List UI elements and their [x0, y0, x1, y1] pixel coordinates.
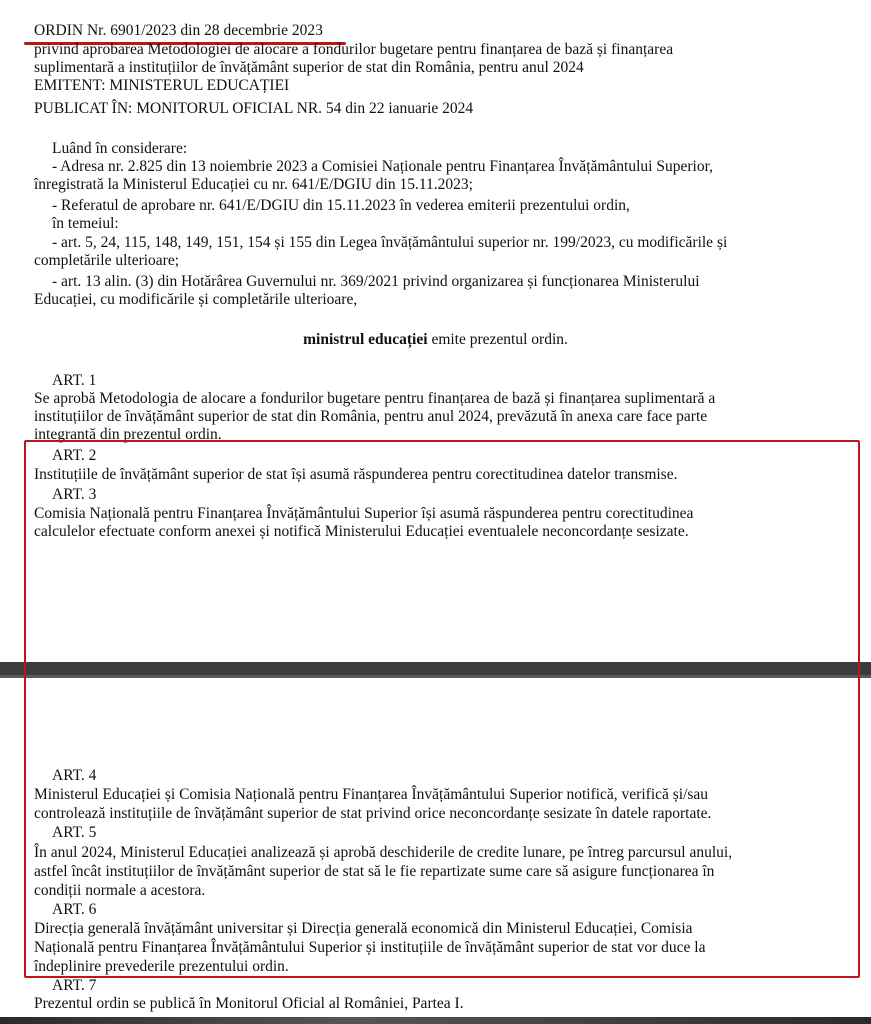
- art1-line-1: Se aprobă Metodologia de alocare a fondurilor bugetare pentru finanțarea de bază și finanțarea suplimentară a: [34, 390, 716, 407]
- issuer-line: EMITENT: MINISTERUL EDUCAȚIEI: [34, 77, 290, 94]
- bottom-edge-bar: [0, 1017, 871, 1024]
- art7-line-1: Prezentul ordin se publică în Monitorul Oficial al României, Partea I.: [34, 995, 464, 1012]
- art2-heading: ART. 2: [52, 447, 97, 464]
- art6-line-3: îndeplinire prevederile prezentului ordin.: [34, 958, 289, 975]
- considering-heading: Luând în considerare:: [52, 140, 188, 157]
- art3-line-2: calculelor efectuate conform anexei și notifică Ministerului Educației eventualele neconcordanțe sesizate.: [34, 523, 689, 540]
- preamble-item-4-cont: Educației, cu modificările și completările ulterioare,: [34, 291, 358, 308]
- subject-line-1: privind aprobarea Metodologiei de alocare a fondurilor bugetare pentru finanțarea de bază și finanțarea: [34, 41, 674, 58]
- page-separator: [0, 662, 871, 678]
- published-line: PUBLICAT ÎN: MONITORUL OFICIAL NR. 54 din 22 ianuarie 2024: [34, 100, 474, 117]
- preamble-item-3-cont: completările ulterioare;: [34, 252, 180, 269]
- art5-line-1: În anul 2024, Ministerul Educației analizează și aprobă deschiderile de credite lunare, pe întreg parcursul anului,: [34, 844, 733, 861]
- art1-heading: ART. 1: [52, 372, 97, 389]
- art5-line-3: condiții normale a acestora.: [34, 882, 206, 899]
- art7-heading: ART. 7: [52, 977, 97, 994]
- art1-line-2: instituțiilor de învățământ superior de stat din România, pentru anul 2024, prevăzută în anexa care face parte: [34, 408, 708, 425]
- art4-heading: ART. 4: [52, 767, 97, 784]
- art4-line-2: controlează instituțiile de învățământ superior de stat privind orice neconcordanțe sesizate în datele raportate.: [34, 805, 712, 822]
- art2-line-1: Instituțiile de învățământ superior de stat își asumă răspunderea pentru corectitudinea datelor transmise.: [34, 466, 678, 483]
- art3-heading: ART. 3: [52, 486, 97, 503]
- art4-line-1: Ministerul Educației și Comisia Națională pentru Finanțarea Învățământului Superior notifică, verifică și/sau: [34, 786, 709, 803]
- art6-heading: ART. 6: [52, 901, 97, 918]
- art1-line-3: integrantă din prezentul ordin.: [34, 426, 222, 443]
- preamble-item-3: - art. 5, 24, 115, 148, 149, 151, 154 și 155 din Legea învățământului superior nr. 199/2023, cu modificările și: [52, 234, 728, 251]
- issuing-rest: emite prezentul ordin.: [427, 331, 568, 348]
- art6-line-1: Direcția generală învățământ universitar și Direcția generală economică din Ministerul Educației, Comisia: [34, 920, 693, 937]
- issuing-clause: [0, 331, 871, 349]
- art5-line-2: astfel încât instituțiilor de învățământ superior de stat să le fie repartizate sume care să asigure funcționarea în: [34, 863, 715, 880]
- preamble-item-1: - Adresa nr. 2.825 din 13 noiembrie 2023 a Comisiei Naționale pentru Finanțarea Învățământului Superior,: [52, 158, 713, 175]
- preamble-item-4: - art. 13 alin. (3) din Hotărârea Guvernului nr. 369/2021 privind organizarea și funcționarea Ministerului: [52, 273, 700, 290]
- minister-name: ministrul educației: [303, 331, 428, 348]
- subject-line-2: suplimentară a instituțiilor de învățământ superior de stat din România, pentru anul 2024: [34, 59, 584, 76]
- art3-line-1: Comisia Națională pentru Finanțarea Învățământului Superior își asumă răspunderea pentru corectitudinea: [34, 505, 694, 522]
- order-title: ORDIN Nr. 6901/2023 din 28 decembrie 2023: [34, 22, 323, 39]
- preamble-item-2: - Referatul de aprobare nr. 641/E/DGIU din 15.11.2023 în vederea emiterii prezentului ordin,: [52, 197, 630, 214]
- basis-heading: în temeiul:: [52, 215, 119, 232]
- art6-line-2: Națională pentru Finanțarea Învățământului Superior și instituțiile de învățământ superior de stat vor duce la: [34, 939, 706, 956]
- preamble-item-1-cont: înregistrată la Ministerul Educației cu nr. 641/E/DGIU din 15.11.2023;: [34, 176, 473, 193]
- art5-heading: ART. 5: [52, 824, 97, 841]
